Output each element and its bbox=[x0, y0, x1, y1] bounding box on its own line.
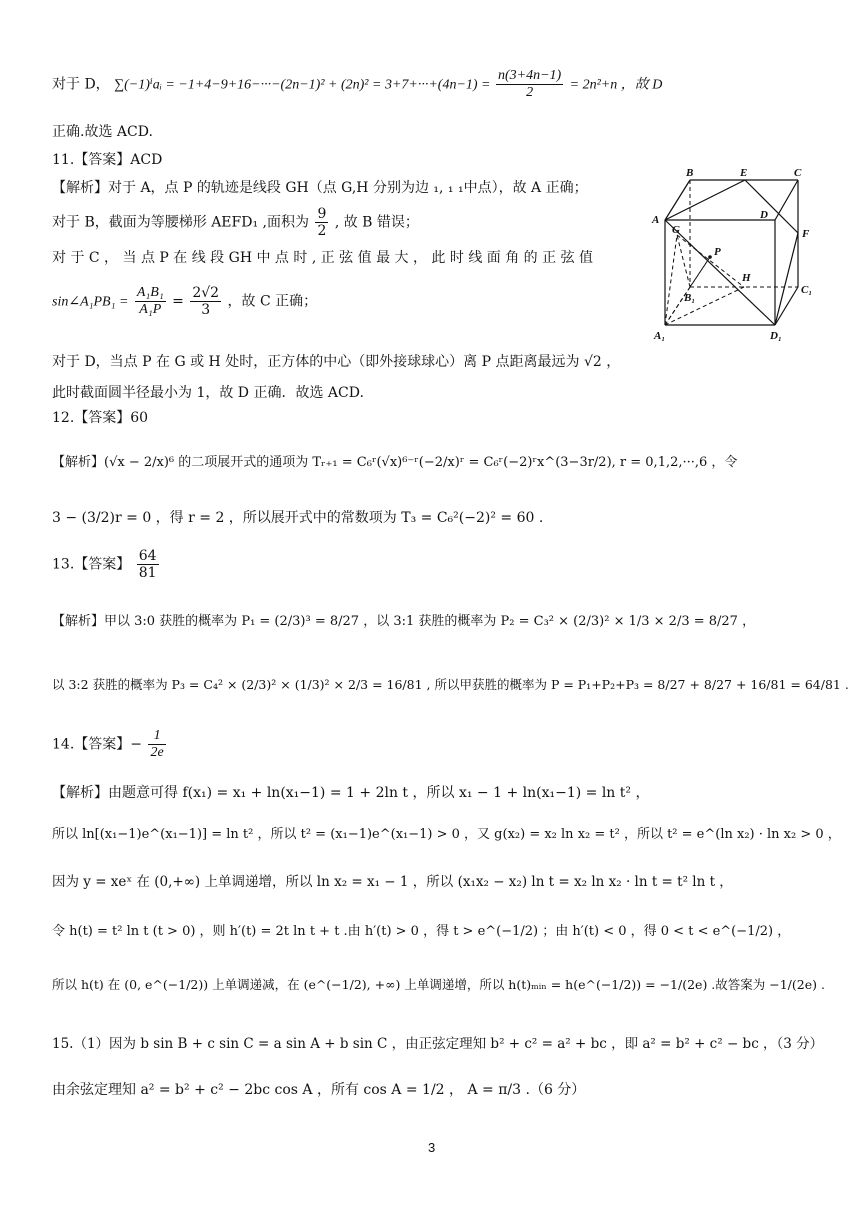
q11-b-fraction bbox=[315, 206, 328, 239]
q13-answer bbox=[52, 548, 161, 581]
label-p: P bbox=[714, 246, 721, 258]
label-d1: D₁ bbox=[770, 330, 782, 342]
q11-c-f2-num: 2√2 bbox=[192, 285, 220, 301]
d10-line bbox=[52, 68, 662, 101]
q13-analysis-cont: 以 3:2 获胜的概率为 P₃ = C₄² × (2/3)² × (1/3)² × 2/3 = 16/81 , 所以甲获胜的概率为 P = P₁+P₂+P₃ = 8/27 + 8/27 + 16/81 = 64/81 . bbox=[52, 677, 849, 692]
q15-part1-cont: 由余弦定理知 a² = b² + c² − 2bc cos A ，所有 cos A = 1/2 ， A = π/3 .（6 分） bbox=[52, 1082, 586, 1098]
segment-g-h bbox=[677, 235, 744, 287]
q12-analysis-cont: 3 − (3/2)r = 0 ，得 r = 2 ，所以展开式中的常数项为 T₃ = C₆²(−2)² = 60 . bbox=[52, 510, 544, 526]
d10-fraction bbox=[496, 68, 563, 101]
q11-b-num: 9 bbox=[317, 206, 327, 222]
d10-frac-num: n(3+4n−1) bbox=[498, 68, 562, 83]
label-c: C bbox=[794, 167, 802, 179]
q11-c-f1-den: A₁P bbox=[139, 302, 162, 317]
q11-c-formula-pre: sin∠A₁PB₁ = bbox=[52, 294, 129, 310]
segment-a1-g bbox=[665, 235, 677, 325]
q13-answer-pre: 13.【答案】 bbox=[52, 556, 131, 573]
q13-answer-fraction bbox=[137, 548, 159, 581]
q11-b-pre: 对于 B，截面为等腰梯形 AEFD₁ ,面积为 bbox=[52, 214, 309, 231]
label-c1: C₁ bbox=[801, 284, 813, 296]
q11-answer: 11.【答案】ACD bbox=[52, 152, 163, 168]
q11-option-c: 对 于 C ， 当 点 P 在 线 段 GH 中 点 时 , 正 弦 值 最 大 ， 此 时 线 面 角 的 正 弦 值 bbox=[52, 250, 594, 266]
q14-answer-num: 1 bbox=[148, 728, 165, 745]
q11-c-fraction-1 bbox=[135, 285, 166, 318]
q14-analysis-1: 【解析】由题意可得 f(x₁) = x₁ + ln(x₁−1) = 1 + 2ln t ，所以 x₁ − 1 + ln(x₁−1) = ln t² ， bbox=[52, 785, 650, 801]
d10-formula: ∑(−1)ⁱaᵢ = −1+4−9+16−···−(2n−1)² + (2n)² = 3+7+···+(4n−1) = bbox=[114, 77, 494, 93]
label-f: F bbox=[802, 228, 810, 240]
cube-figure bbox=[650, 165, 820, 345]
edge-e-f bbox=[745, 180, 798, 233]
point-p bbox=[708, 255, 712, 259]
q14-answer-pre: 14.【答案】− bbox=[52, 736, 142, 753]
q14-answer bbox=[52, 728, 168, 761]
label-d: D bbox=[760, 209, 768, 221]
q11-c-f2-den: 3 bbox=[201, 302, 211, 318]
segment-a1-h bbox=[665, 287, 744, 325]
label-b1: B₁ bbox=[684, 292, 696, 304]
q11-c-eq: = bbox=[172, 293, 184, 310]
q11-option-a: 【解析】对于 A，点 P 的轨迹是线段 GH（点 G,H 分别为边 ₁, ₁ ₁中点），故 A 正确； bbox=[52, 180, 588, 196]
q12-answer: 12.【答案】60 bbox=[52, 410, 149, 426]
q12-analysis: 【解析】(√x − 2/x)⁶ 的二项展开式的通项为 Tᵣ₊₁ = C₆ʳ(√x)⁶⁻ʳ(−2/x)ʳ = C₆ʳ(−2)ʳx^(3−3r/2), r = 0,1,2,···,6 ，令 bbox=[52, 455, 738, 470]
q11-option-d-cont: 此时截面圆半径最小为 1，故 D 正确．故选 ACD. bbox=[52, 385, 364, 401]
q11-b-den: 2 bbox=[317, 223, 327, 239]
q15-part1: 15.（1）因为 b sin B + c sin C = a sin A + b sin C ，由正弦定理知 b² + c² = a² + bc ，即 a² = b² + c² − bc ，（3 分） bbox=[52, 1036, 824, 1052]
label-a: A bbox=[652, 214, 660, 226]
q11-c-f1-num: A₁B₁ bbox=[136, 285, 164, 300]
q14-analysis-5: 所以 h(t) 在 (0, e^(−1/2)) 上单调递减，在 (e^(−1/2), +∞) 上单调递增，所以 h(t)ₘᵢₙ = h(e^(−1/2)) = −1/(2e) .故答案为 −1/(2e) . bbox=[52, 977, 825, 992]
label-e: E bbox=[740, 167, 748, 179]
q13-answer-num: 64 bbox=[138, 548, 157, 564]
label-g: G bbox=[672, 224, 680, 236]
q11-option-d: 对于 D，当点 P 在 G 或 H 处时，正方体的中心（即外接球球心）离 P 点距离最远为 √2 ， bbox=[52, 354, 621, 370]
q11-c-formula bbox=[52, 285, 317, 318]
q14-answer-den: 2e bbox=[150, 745, 164, 760]
q14-analysis-3: 因为 y = xeˣ 在 (0,+∞) 上单调递增，所以 ln x₂ = x₁ − 1 ，所以 (x₁x₂ − x₂) ln t = x₂ ln x₂ · ln t = t² ln t ， bbox=[52, 874, 733, 890]
q13-answer-den: 81 bbox=[138, 565, 157, 581]
label-h: H bbox=[742, 272, 751, 284]
q11-c-post: ，故 C 正确； bbox=[227, 293, 318, 310]
d10-frac-den: 2 bbox=[526, 85, 534, 100]
d10-tail: = 2n²+n ，故 D bbox=[569, 77, 663, 93]
d10-lead: 对于 D， bbox=[52, 76, 110, 93]
q11-option-b bbox=[52, 206, 419, 239]
edge-d1-c1 bbox=[775, 287, 798, 325]
q11-b-post: , 故 B 错误； bbox=[334, 214, 419, 231]
q13-analysis: 【解析】甲以 3:0 获胜的概率为 P₁ = (2/3)³ = 8/27 ，以 3:1 获胜的概率为 P₂ = C₃² × (2/3)² × 1/3 × 2/3 = 8/27 ， bbox=[52, 614, 756, 629]
q11-c-fraction-2 bbox=[190, 285, 221, 318]
edge-f-d1 bbox=[775, 233, 798, 325]
q14-answer-fraction bbox=[148, 728, 165, 761]
d10-end: 正确.故选 ACD. bbox=[52, 124, 153, 140]
q14-analysis-4: 令 h(t) = t² ln t (t > 0) ，则 h′(t) = 2t ln t + t .由 h′(t) > 0 ，得 t > e^(−1/2) ；由 h′(t) < 0 ，得 0 < t < e^(−1/2) ， bbox=[52, 924, 791, 939]
edge-a-d1 bbox=[665, 220, 775, 325]
label-a1: A₁ bbox=[654, 330, 666, 342]
page-number: 3 bbox=[428, 1140, 436, 1155]
q14-analysis-2: 所以 ln[(x₁−1)e^(x₁−1)] = ln t² ，所以 t² = (x₁−1)e^(x₁−1) > 0 ，又 g(x₂) = x₂ ln x₂ = t² ，所以 t² = e^(ln x₂) · ln x₂ > 0 ， bbox=[52, 827, 841, 842]
label-b: B bbox=[686, 167, 694, 179]
